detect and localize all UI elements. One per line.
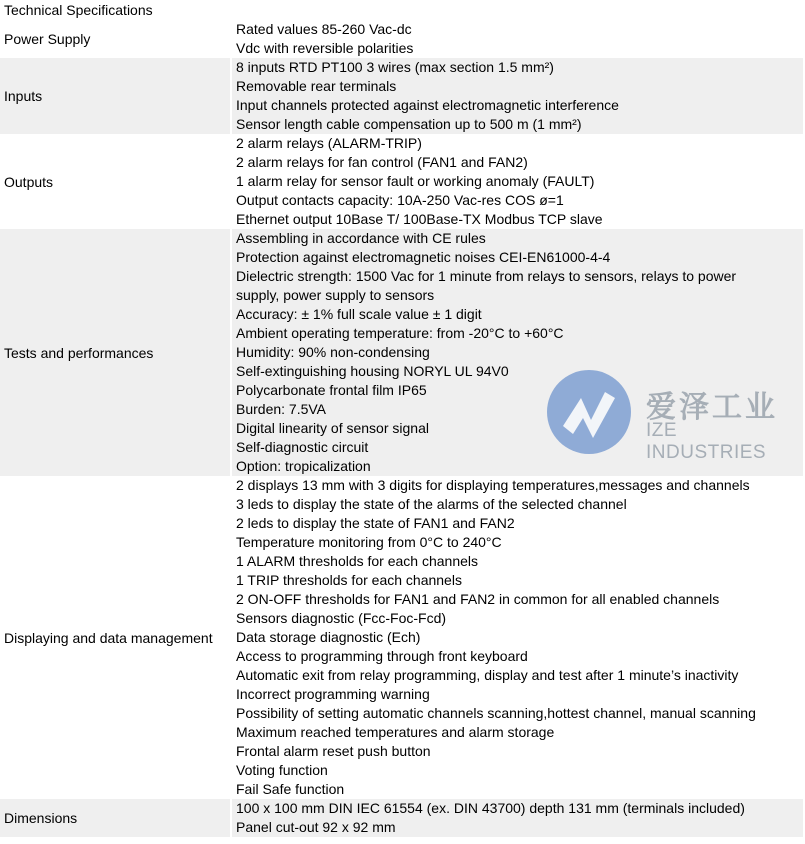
spec-line: 8 inputs RTD PT100 3 wires (max section 1.5 mm²) <box>236 59 554 75</box>
spec-line: Option: tropicalization <box>236 458 371 474</box>
spec-label: Outputs <box>0 134 232 229</box>
spec-values <box>232 20 803 58</box>
spec-line: Sensors diagnostic (Fcc-Foc-Fcd) <box>236 610 447 626</box>
spec-line: 2 alarm relays (ALARM-TRIP) <box>236 135 422 151</box>
spec-line: Temperature monitoring from 0°C to 240°C <box>236 534 502 550</box>
page-title: Technical Specifications <box>4 2 153 18</box>
spec-line: Voting function <box>236 762 328 778</box>
spec-line: Incorrect programming warning <box>236 686 430 702</box>
spec-row <box>0 476 803 799</box>
spec-line: Self-extinguishing housing NORYL UL 94V0 <box>236 363 509 379</box>
spec-line: Possibility of setting automatic channels scanning,hottest channel, manual scanning <box>236 705 756 721</box>
spec-line: Data storage diagnostic (Ech) <box>236 629 421 645</box>
spec-row <box>0 134 803 229</box>
spec-line: Ambient operating temperature: from -20°C to +60°C <box>236 325 564 341</box>
spec-values <box>232 476 803 799</box>
spec-label: Tests and performances <box>0 229 232 476</box>
spec-line: supply, power supply to sensors <box>236 287 435 303</box>
spec-line: Maximum reached temperatures and alarm storage <box>236 724 555 740</box>
spec-table <box>0 20 803 837</box>
spec-line: Removable rear terminals <box>236 78 397 94</box>
spec-label: Dimensions <box>0 799 232 837</box>
spec-line: 1 TRIP thresholds for each channels <box>236 572 462 588</box>
spec-label: Power Supply <box>0 20 232 58</box>
spec-row <box>0 20 803 58</box>
spec-line: Self-diagnostic circuit <box>236 439 369 455</box>
spec-line: 2 alarm relays for fan control (FAN1 and FAN2) <box>236 154 528 170</box>
watermark-en-text: IZE INDUSTRIES <box>646 420 767 463</box>
spec-line: Input channels protected against electromagnetic interference <box>236 97 619 113</box>
spec-line: Automatic exit from relay programming, display and test after 1 minute’s inactivity <box>236 667 739 683</box>
spec-line: Polycarbonate frontal film IP65 <box>236 382 427 398</box>
spec-line: Access to programming through front keyboard <box>236 648 528 664</box>
spec-line: Burden: 7.5VA <box>236 401 327 417</box>
spec-values <box>232 229 803 476</box>
spec-line: Output contacts capacity: 10A-250 Vac-res COS ø=1 <box>236 192 564 208</box>
spec-row <box>0 229 803 476</box>
spec-row <box>0 799 803 837</box>
spec-line: Rated values 85-260 Vac-dc <box>236 21 412 37</box>
spec-line: Humidity: 90% non-condensing <box>236 344 430 360</box>
spec-line: 3 leds to display the state of the alarms of the selected channel <box>236 496 627 512</box>
spec-line: Fail Safe function <box>236 781 345 797</box>
spec-label: Displaying and data management <box>0 476 232 799</box>
spec-line: 2 displays 13 mm with 3 digits for displaying temperatures,messages and channels <box>236 477 750 493</box>
spec-values <box>232 58 803 134</box>
spec-label: Inputs <box>0 58 232 134</box>
spec-line: Vdc with reversible polarities <box>236 40 414 56</box>
spec-line: Protection against electromagnetic noises CEI-EN61000-4-4 <box>236 249 611 265</box>
spec-line: Digital linearity of sensor signal <box>236 420 429 436</box>
spec-line: 1 alarm relay for sensor fault or working anomaly (FAULT) <box>236 173 595 189</box>
spec-line: Ethernet output 10Base T/ 100Base-TX Modbus TCP slave <box>236 211 603 227</box>
spec-line: Panel cut-out 92 x 92 mm <box>236 819 396 835</box>
watermark-cn-text: 爱泽工业 <box>646 391 778 424</box>
spec-values <box>232 799 803 837</box>
spec-line: 100 x 100 mm DIN IEC 61554 (ex. DIN 43700) depth 131 mm (terminals included) <box>236 800 745 816</box>
spec-line: 1 ALARM thresholds for each channels <box>236 553 479 569</box>
spec-line: Dielectric strength: 1500 Vac for 1 minute from relays to sensors, relays to power <box>236 268 737 284</box>
spec-line: 2 ON-OFF thresholds for FAN1 and FAN2 in common for all enabled channels <box>236 591 720 607</box>
spec-line: Assembling in accordance with CE rules <box>236 230 486 246</box>
spec-line: 2 leds to display the state of FAN1 and FAN2 <box>236 515 515 531</box>
spec-values <box>232 134 803 229</box>
spec-line: Accuracy: ± 1% full scale value ± 1 digit <box>236 306 482 322</box>
spec-line: Sensor length cable compensation up to 500 m (1 mm²) <box>236 116 582 132</box>
spec-line: Frontal alarm reset push button <box>236 743 431 759</box>
spec-row <box>0 58 803 134</box>
